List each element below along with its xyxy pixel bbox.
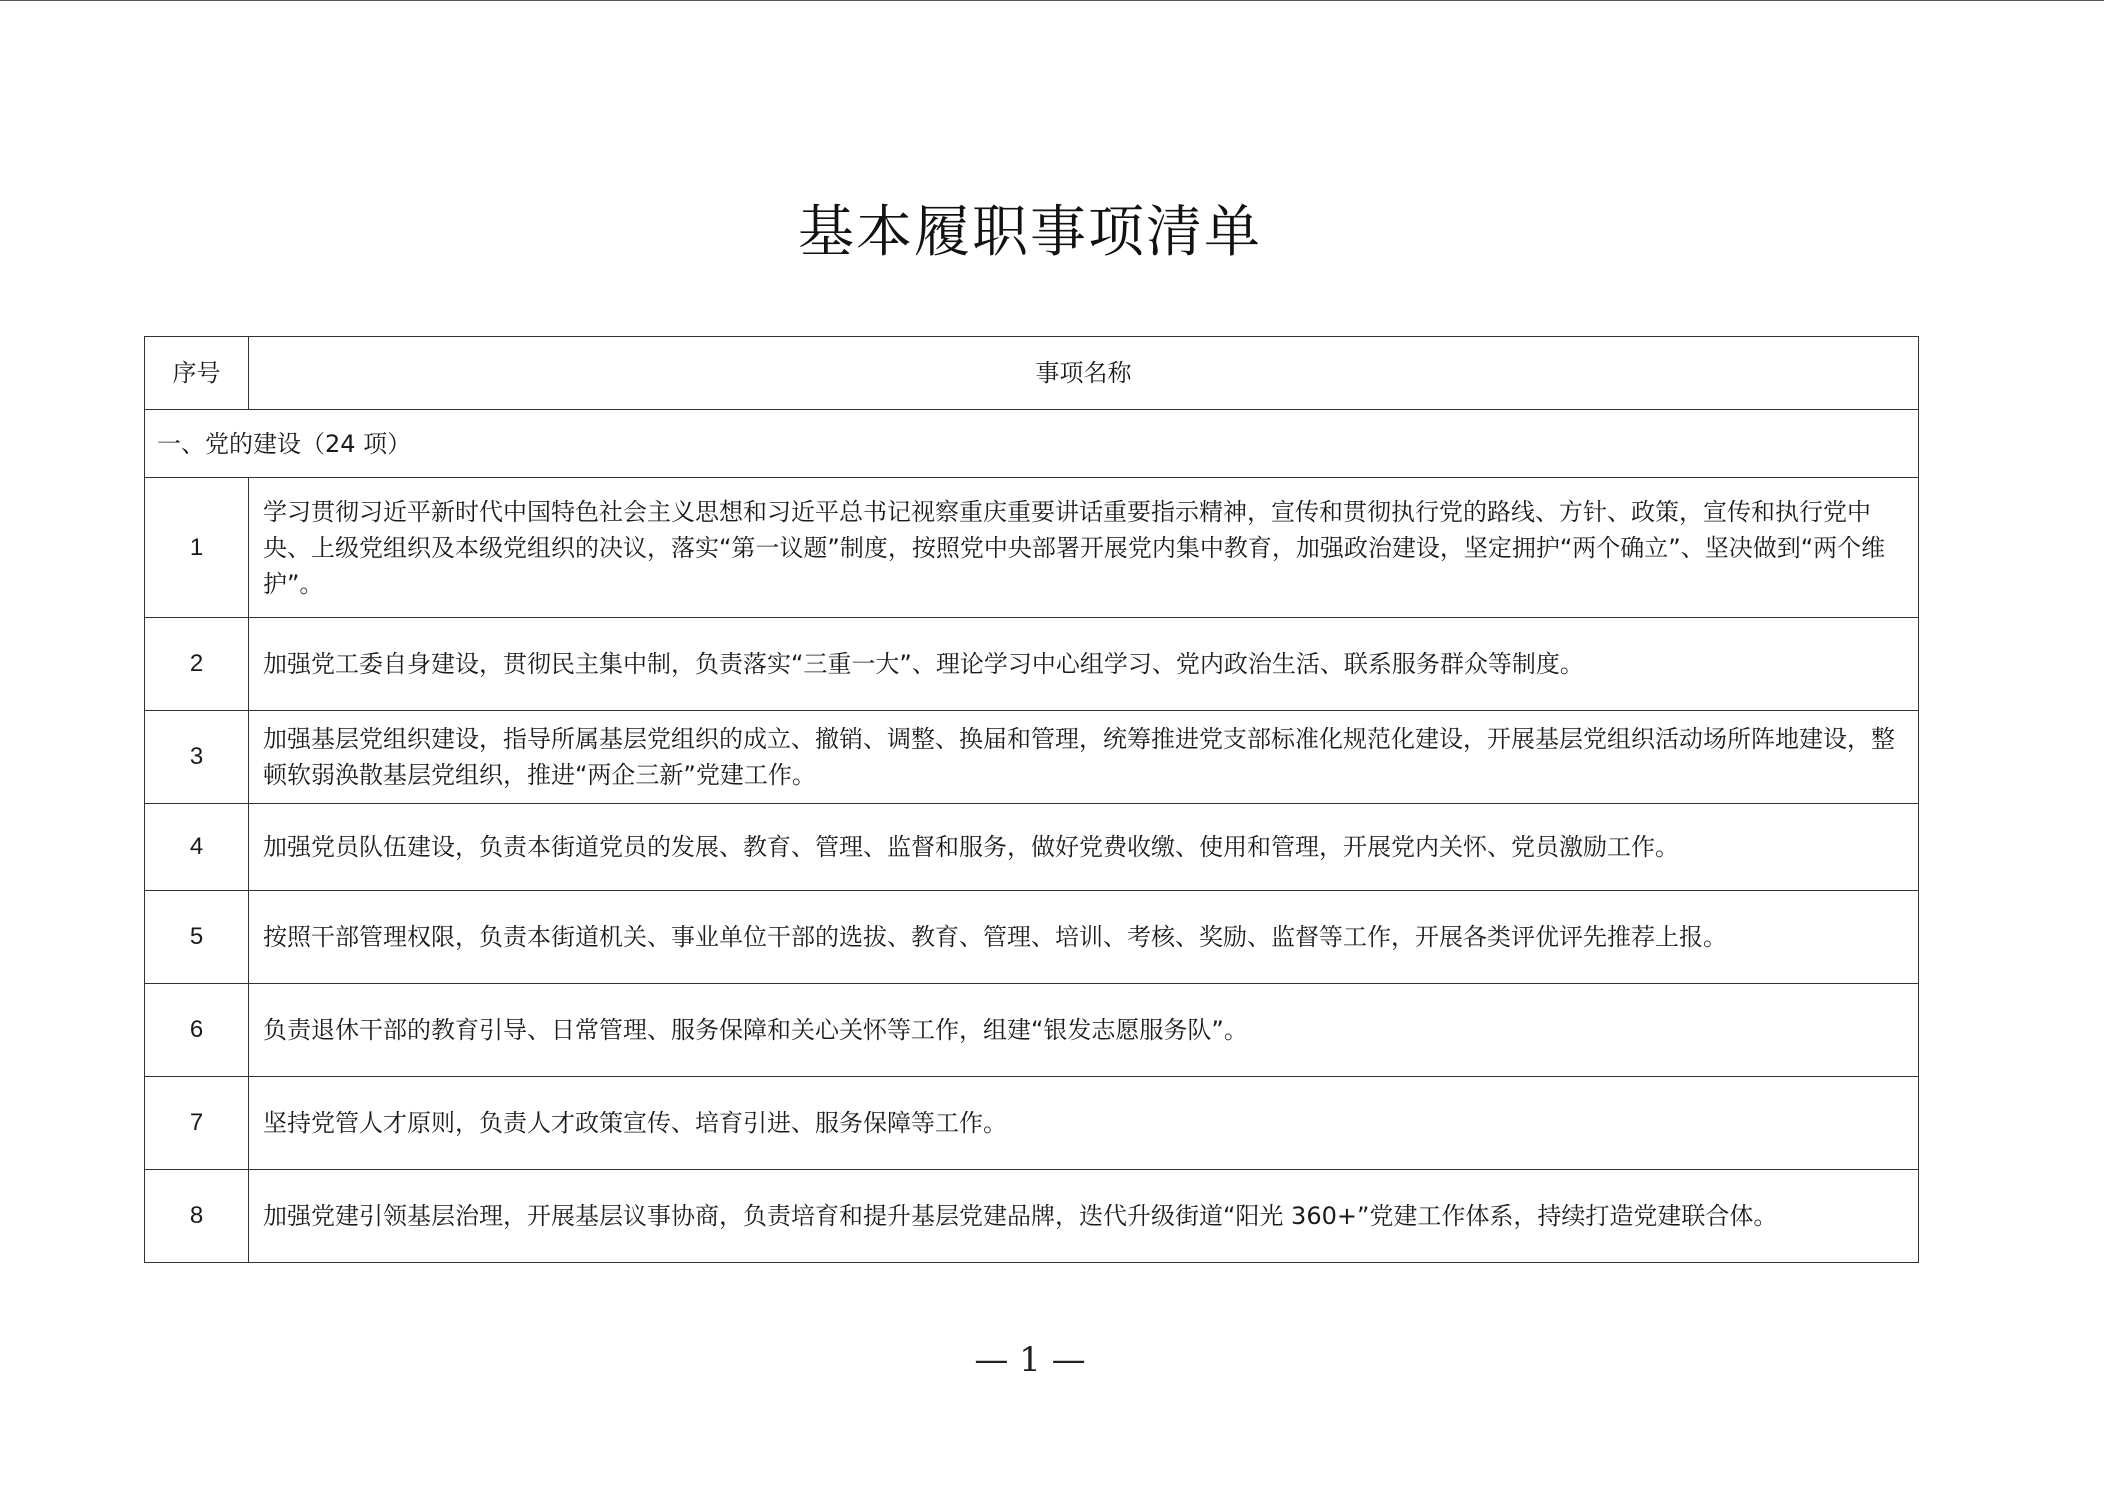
row-item-text: 加强党建引领基层治理，开展基层议事协商，负责培育和提升基层党建品牌，迭代升级街道“阳光 360+”党建工作体系，持续打造党建联合体。	[249, 1170, 1919, 1263]
row-index: 1	[145, 478, 249, 618]
row-item-text: 按照干部管理权限，负责本街道机关、事业单位干部的选拔、教育、管理、培训、考核、奖励、监督等工作，开展各类评优评先推荐上报。	[249, 891, 1919, 984]
row-index: 6	[145, 984, 249, 1077]
page-top-border	[0, 0, 2104, 1]
table-row	[145, 478, 1919, 618]
row-index: 5	[145, 891, 249, 984]
table-row	[145, 618, 1919, 711]
table-row	[145, 711, 1919, 804]
row-index: 2	[145, 618, 249, 711]
table-row	[145, 1077, 1919, 1170]
row-item-text: 学习贯彻习近平新时代中国特色社会主义思想和习近平总书记视察重庆重要讲话重要指示精神，宣传和贯彻执行党的路线、方针、政策，宣传和执行党中央、上级党组织及本级党组织的决议，落实“第一议题”制度，按照党中央部署开展党内集中教育，加强政治建设，坚定拥护“两个确立”、坚决做到“两个维护”。	[249, 478, 1919, 618]
row-item-text: 加强基层党组织建设，指导所属基层党组织的成立、撤销、调整、换届和管理，统筹推进党支部标准化规范化建设，开展基层党组织活动场所阵地建设，整顿软弱涣散基层党组织，推进“两企三新”党建工作。	[249, 711, 1919, 804]
row-item-text: 负责退休干部的教育引导、日常管理、服务保障和关心关怀等工作，组建“银发志愿服务队”。	[249, 984, 1919, 1077]
duty-items-table	[144, 336, 1919, 1263]
row-item-text: 加强党工委自身建设，贯彻民主集中制，负责落实“三重一大”、理论学习中心组学习、党内政治生活、联系服务群众等制度。	[249, 618, 1919, 711]
row-item-text: 加强党员队伍建设，负责本街道党员的发展、教育、管理、监督和服务，做好党费收缴、使用和管理，开展党内关怀、党员激励工作。	[249, 804, 1919, 891]
table-row	[145, 891, 1919, 984]
table-header-row	[145, 337, 1919, 410]
document-title: 基本履职事项清单	[798, 200, 1262, 265]
row-index: 4	[145, 804, 249, 891]
table-row	[145, 984, 1919, 1077]
header-index: 序号	[145, 337, 249, 410]
header-item-name: 事项名称	[249, 337, 1919, 410]
section-label: 一、党的建设（24 项）	[145, 410, 1919, 478]
row-item-text: 坚持党管人才原则，负责人才政策宣传、培育引进、服务保障等工作。	[249, 1077, 1919, 1170]
table-row	[145, 804, 1919, 891]
row-index: 3	[145, 711, 249, 804]
page-number: — 1 —	[974, 1340, 1086, 1380]
table-row	[145, 1170, 1919, 1263]
section-row	[145, 410, 1919, 478]
row-index: 7	[145, 1077, 249, 1170]
row-index: 8	[145, 1170, 249, 1263]
